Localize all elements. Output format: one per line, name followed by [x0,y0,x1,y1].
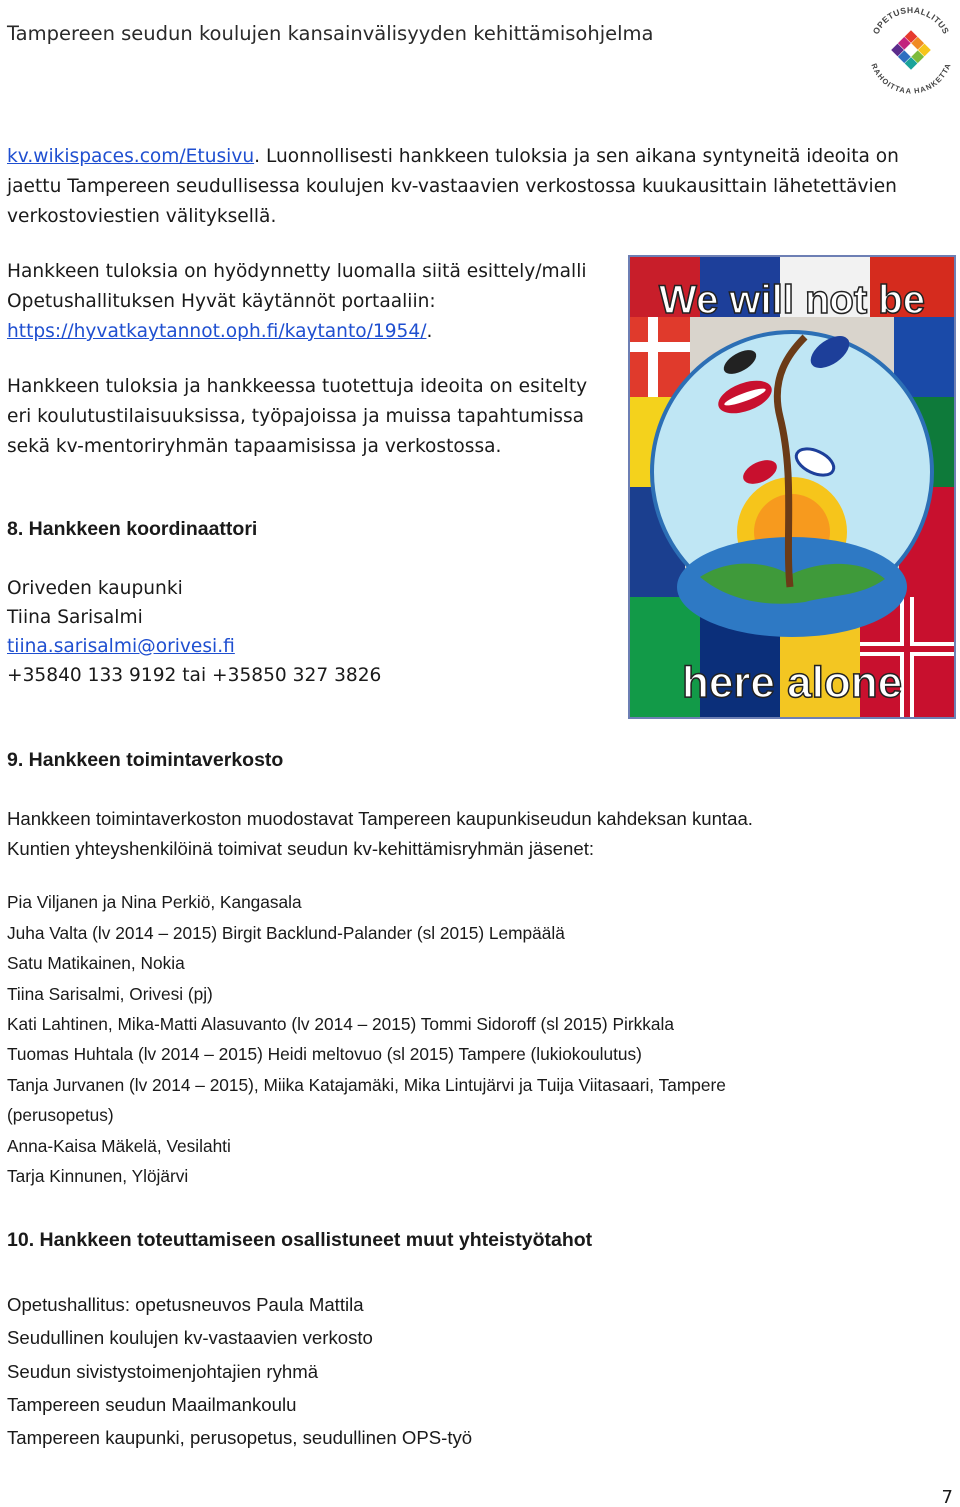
para2-line-1: Hankkeen tuloksia on hyödynnetty luomalla siitä esittely/malli [7,261,587,282]
coordinator-email-link[interactable]: tiina.sarisalmi@orivesi.fi [7,636,235,657]
partner-item: Seudun sivistystoimenjohtajien ryhmä [7,1361,319,1382]
member-list-item: Pia Viljanen ja Nina Perkiö, Kangasala [7,892,302,912]
member-list-item: Anna-Kaisa Mäkelä, Vesilahti [7,1136,231,1156]
poster-artwork [630,257,954,717]
partner-item: Tampereen kaupunki, perusopetus, seudullinen OPS-työ [7,1427,473,1448]
network-intro-2: Kuntien yhteyshenkilöinä toimivat seudun kv-kehittämisryhmän jäsenet: [7,838,595,859]
page-number: 7 [941,1487,953,1507]
partner-item: Opetushallitus: opetusneuvos Paula Mattila [7,1294,364,1315]
header-title: Tampereen seudun koulujen kansainvälisyyden kehittämisohjelma [7,22,654,45]
intro-line-1: kv.wikispaces.com/Etusivu. Luonnollisesti hankkeen tuloksia ja sen aikana syntyneitä ideoita on [7,146,899,167]
section-8-heading: 8. Hankkeen koordinaattori [7,518,258,540]
coordinator-org: Oriveden kaupunki [7,578,183,599]
para3-line-2: eri koulutustilaisuuksissa, työpajoissa ja muissa tapahtumissa [7,406,585,427]
section-10-heading: 10. Hankkeen toteuttamiseen osallistuneet muut yhteistyötahot [7,1229,593,1251]
member-list-item: (perusopetus) [7,1105,114,1125]
hyvat-kaytannot-link[interactable]: https://hyvatkaytannot.oph.fi/kaytanto/1954/ [7,321,427,342]
member-list-item: Tuomas Huhtala (lv 2014 – 2015) Heidi meltovuo (sl 2015) Tampere (lukiokoulutus) [7,1044,642,1064]
coordinator-name: Tiina Sarisalmi [7,607,143,628]
svg-text:OPETUSHALLITUS: OPETUSHALLITUS [870,4,952,36]
poster-top-text: We will not be [659,278,925,322]
member-list-item: Kati Lahtinen, Mika-Matti Alasuvanto (lv 2014 – 2015) Tommi Sidoroff (sl 2015) Pirkkala [7,1014,674,1034]
coordinator-phone: +35840 133 9192 tai +35850 327 3826 [7,665,382,686]
coordinator-email-row [7,632,235,662]
para3-line-1: Hankkeen tuloksia ja hankkeessa tuotettuja ideoita on esitelty [7,376,588,397]
para2-line-3: https://hyvatkaytannot.oph.fi/kaytanto/1954/. [7,321,433,342]
section-9-heading: 9. Hankkeen toimintaverkosto [7,749,284,771]
poster-image [628,255,956,719]
partner-item: Seudullinen koulujen kv-vastaavien verkosto [7,1327,373,1348]
intro-line-3: verkostoviestien välityksellä. [7,206,277,227]
para2-line-2: Opetushallituksen Hyvät käytännöt portaaliin: [7,291,436,312]
member-list-item: Tanja Jurvanen (lv 2014 – 2015), Miika Katajamäki, Mika Lintujärvi ja Tuija Viitasaari, Tampere [7,1075,726,1095]
opetushallitus-logo [862,0,960,98]
network-intro-1: Hankkeen toimintaverkoston muodostavat Tampereen kaupunkiseudun kahdeksan kuntaa. [7,808,753,829]
para3-line-3: sekä kv-mentoriryhmän tapaamisissa ja verkostossa. [7,436,502,457]
poster-bottom-text: here alone [681,658,903,707]
member-list-item: Juha Valta (lv 2014 – 2015) Birgit Backlund-Palander (sl 2015) Lempäälä [7,923,565,943]
partner-item: Tampereen seudun Maailmankoulu [7,1394,297,1415]
member-list-item: Tiina Sarisalmi, Orivesi (pj) [7,984,213,1004]
member-list-item: Tarja Kinnunen, Ylöjärvi [7,1166,189,1186]
svg-text:RAHOITTAA HANKETTA: RAHOITTAA HANKETTA [869,62,953,96]
member-list-item: Satu Matikainen, Nokia [7,953,185,973]
intro-line-2: jaettu Tampereen seudullisessa koulujen kv-vastaavien verkostossa kuukausittain lähetettävien [7,176,897,197]
wikispaces-link[interactable]: kv.wikispaces.com/Etusivu [7,146,255,167]
